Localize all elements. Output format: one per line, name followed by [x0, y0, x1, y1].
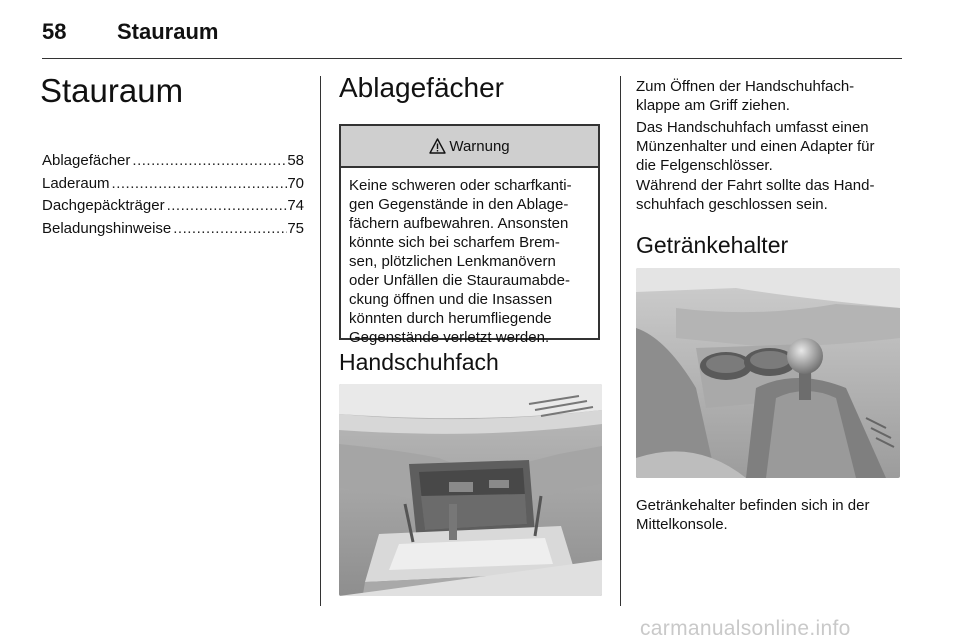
- text-line: schuhfach geschlossen sein.: [636, 196, 828, 213]
- toc-entry-label: Ablagefächer: [42, 152, 131, 169]
- cupholder-illustration: [636, 268, 900, 478]
- toc-entry-label: Beladungshinweise: [42, 219, 172, 237]
- glovebox-paragraph: [636, 118, 904, 175]
- toc-entry[interactable]: [42, 218, 304, 241]
- warning-line: Keine schweren oder scharfkanti-: [349, 177, 572, 194]
- text-line: Das Handschuhfach umfasst einen: [636, 119, 869, 136]
- warning-line: oder Unfällen die Stauraumabde-: [349, 272, 570, 289]
- chapter-title: Stauraum: [40, 72, 184, 109]
- toc-entry-page: 58: [287, 152, 304, 169]
- warning-line: fächern aufbewahren. Ansonsten: [349, 215, 569, 232]
- toc-entry[interactable]: [42, 173, 304, 196]
- watermark: carmanualsonline.info: [640, 617, 851, 640]
- page-number: 58: [42, 19, 67, 44]
- header-rule: [42, 58, 902, 59]
- toc-leader-dots: [165, 195, 288, 218]
- warning-label: Warnung: [449, 137, 510, 155]
- toc-entry[interactable]: [42, 195, 304, 218]
- glovebox-illustration: [339, 384, 602, 596]
- warning-line: könnte sich bei scharfem Brem-: [349, 234, 560, 251]
- warning-header: [341, 126, 598, 168]
- table-of-contents: [42, 150, 304, 240]
- running-title: Stauraum: [117, 19, 219, 44]
- section-title: Ablagefächer: [339, 72, 505, 103]
- text-line: Münzenhalter und einen Adapter für: [636, 138, 875, 155]
- toc-entry-label: Laderaum: [42, 174, 110, 192]
- toc-entry-page: 70: [287, 174, 304, 192]
- warning-line: sen, plötzlichen Lenkmanövern: [349, 253, 556, 270]
- toc-leader-dots: [130, 150, 287, 173]
- column-divider: [620, 76, 621, 606]
- column-divider: [320, 76, 321, 606]
- text-line: Mittelkonsole.: [636, 516, 728, 533]
- cupholder-paragraph: [636, 496, 904, 534]
- cupholder-heading: Getränkehalter: [636, 232, 789, 258]
- warning-box: [339, 124, 600, 346]
- toc-entry[interactable]: [42, 150, 304, 173]
- warning-line: gen Gegenstände in den Ablage-: [349, 196, 569, 213]
- glovebox-heading: Handschuhfach: [339, 349, 499, 375]
- warning-text: [341, 168, 598, 347]
- toc-entry-page: 75: [287, 219, 304, 237]
- glovebox-paragraph: [636, 176, 904, 214]
- toc-leader-dots: [171, 218, 287, 241]
- text-line: Während der Fahrt sollte das Hand-: [636, 177, 875, 194]
- warning-line: Gegenstände verletzt werden.: [349, 329, 550, 346]
- text-line: klappe am Griff ziehen.: [636, 97, 790, 114]
- warning-line: ckung öffnen und die Insassen: [349, 291, 553, 308]
- text-line: Zum Öffnen der Handschuhfach-: [636, 78, 855, 95]
- text-line: Getränkehalter befinden sich in der: [636, 497, 870, 514]
- warning-line: könnten durch herumfliegende: [349, 310, 552, 327]
- toc-entry-page: 74: [287, 197, 304, 214]
- toc-leader-dots: [110, 173, 288, 196]
- text-line: die Felgenschlösser.: [636, 157, 773, 174]
- toc-entry-label: Dachgepäckträger: [42, 197, 165, 214]
- warning-triangle-icon: [429, 138, 446, 154]
- glovebox-paragraph: [636, 77, 904, 115]
